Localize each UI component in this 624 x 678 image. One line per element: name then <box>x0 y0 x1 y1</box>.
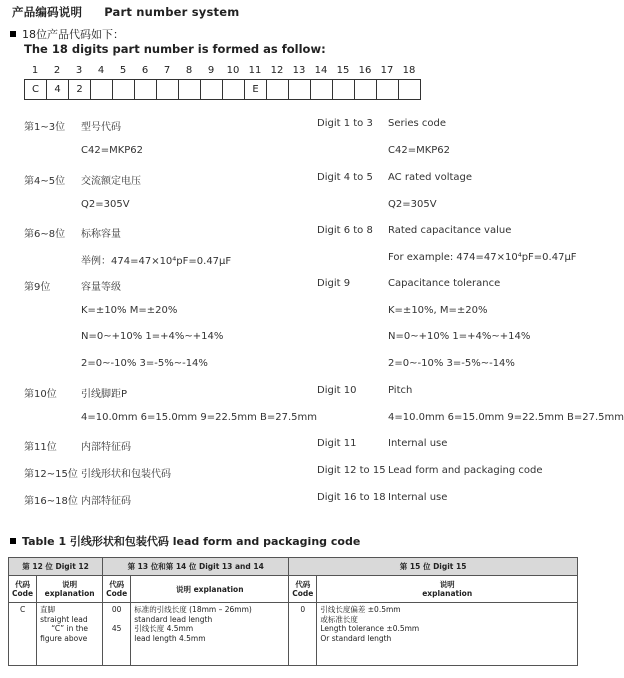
table1-heading: Table 1 引线形状和包装代码 lead form and packaging code <box>10 533 360 549</box>
row-cn-text: 标称容量 <box>81 229 121 240</box>
row-cn-text: 交流额定电压 <box>81 176 141 187</box>
digit-box-row <box>24 79 421 100</box>
digit-box <box>355 80 377 99</box>
digit-box <box>201 80 223 99</box>
digit-box <box>135 80 157 99</box>
row-en-text: Internal use <box>388 438 448 449</box>
digit-box: E <box>245 80 267 99</box>
row-en-label: Digit 1 to 3 <box>317 118 373 129</box>
row-en-label: Digit 11 <box>317 438 357 449</box>
row-cn-text: 内部特征码 <box>81 442 131 453</box>
digit-position-number: 6 <box>141 65 149 76</box>
digit-position-number: 15 <box>336 65 350 76</box>
row-cn-label: 第6~8位 <box>24 229 66 240</box>
row-cn-text: K=±10% M=±20% <box>81 304 178 316</box>
digit-position-number: 18 <box>402 65 416 76</box>
row-cn-text: 引线形状和包装代码 <box>81 469 171 480</box>
digit-box <box>377 80 399 99</box>
digit-box <box>399 80 420 99</box>
row-en-label: Digit 10 <box>317 385 357 396</box>
group-digit-15: 第 15 位 Digit 15 <box>289 558 578 576</box>
row-en-label: Digit 6 to 8 <box>317 225 373 236</box>
d12-explanation: 直脚 straight lead “C” in the figure above <box>37 603 103 666</box>
digit-box <box>267 80 289 99</box>
row-en-text: Internal use <box>388 492 448 503</box>
explanation-header: 说明 explanation <box>131 576 289 603</box>
row-cn-label: 第11位 <box>24 442 57 453</box>
digit-position-number: 16 <box>358 65 372 76</box>
row-en-text: Q2=305V <box>388 198 437 210</box>
row-cn-label: 第10位 <box>24 389 57 400</box>
row-cn-label: 第9位 <box>24 282 51 293</box>
digit-position-number: 17 <box>380 65 394 76</box>
group-digit-12: 第 12 位 Digit 12 <box>9 558 103 576</box>
digit-box <box>311 80 333 99</box>
row-en-text: N=0~+10% 1=+4%~+14% <box>388 331 531 342</box>
row-cn-label: 第16~18位 <box>24 496 78 507</box>
row-en-text: 4=10.0mm 6=15.0mm 9=22.5mm B=27.5mm <box>388 411 624 423</box>
page-title-en: Part number system <box>104 5 240 19</box>
code-header: 代码 Code <box>9 576 37 603</box>
row-cn-text: 容量等级 <box>81 282 121 293</box>
row-cn-text: 内部特征码 <box>81 496 131 507</box>
bullet-square-icon <box>10 538 16 544</box>
row-cn-text: 举例：474=47×10⁴pF=0.47μF <box>81 255 232 267</box>
digit-box <box>289 80 311 99</box>
digit-position-number: 5 <box>119 65 127 76</box>
row-en-label: Digit 9 <box>317 278 351 289</box>
row-cn-text: N=0~+10% 1=+4%~+14% <box>81 331 224 342</box>
row-cn-label: 第1~3位 <box>24 122 66 133</box>
digit-position-number: 8 <box>185 65 193 76</box>
row-en-text: Capacitance tolerance <box>388 278 501 289</box>
row-cn-text: 型号代码 <box>81 122 121 133</box>
digit-position-number: 3 <box>75 65 83 76</box>
intro-en: The 18 digits part number is formed as follow: <box>24 42 326 56</box>
row-en-text: For example: 474=47×10⁴pF=0.47μF <box>388 251 577 263</box>
page-title <box>12 4 239 20</box>
table1 <box>8 557 578 666</box>
row-en-text: Lead form and packaging code <box>388 465 543 476</box>
digit-position-number: 14 <box>314 65 328 76</box>
digit-box <box>157 80 179 99</box>
digit-box: C <box>25 80 47 99</box>
digit-box: 2 <box>69 80 91 99</box>
digit-box: 4 <box>47 80 69 99</box>
digit-position-number: 7 <box>163 65 171 76</box>
digit-position-number: 4 <box>97 65 105 76</box>
explanation-header: 说明 explanation <box>37 576 103 603</box>
digit-position-number: 1 <box>31 65 39 76</box>
d1314-code: 00 45 <box>103 603 131 666</box>
digit-position-number: 11 <box>248 65 262 76</box>
digit-position-number: 2 <box>53 65 61 76</box>
row-en-text: Rated capacitance value <box>388 225 512 236</box>
row-en-label: Digit 16 to 18 <box>317 492 386 503</box>
explanation-header: 说明 explanation <box>317 576 578 603</box>
row-cn-text: 引线脚距P <box>81 389 128 400</box>
code-header: 代码 Code <box>103 576 131 603</box>
digit-position-row <box>24 65 420 76</box>
row-en-text: 2=0~-10% 3=-5%~-14% <box>388 357 515 369</box>
digit-position-number: 12 <box>270 65 284 76</box>
group-digit-13-14: 第 13 位和第 14 位 Digit 13 and 14 <box>103 558 289 576</box>
row-cn-text: 4=10.0mm 6=15.0mm 9=22.5mm B=27.5mm <box>81 411 317 423</box>
digit-box <box>91 80 113 99</box>
row-cn-label: 第4~5位 <box>24 176 66 187</box>
row-cn-label: 第12~15位 <box>24 469 78 480</box>
intro-cn: 18位产品代码如下： <box>10 26 124 42</box>
digit-position-number: 10 <box>226 65 240 76</box>
row-en-text: Pitch <box>388 385 413 396</box>
d1314-explanation: 标准的引线长度 (18mm – 26mm) standard lead length 引线长度 4.5mm lead length 4.5mm <box>131 603 289 666</box>
digit-box <box>179 80 201 99</box>
row-en-label: Digit 12 to 15 <box>317 465 386 476</box>
d15-explanation: 引线长度偏差 ±0.5mm 或标准长度 Length tolerance ±0.5mm Or standard length <box>317 603 578 666</box>
digit-box <box>223 80 245 99</box>
d12-code: C <box>9 603 37 666</box>
row-cn-text: 2=0~-10% 3=-5%~-14% <box>81 357 208 369</box>
page-title-cn: 产品编码说明 <box>12 5 83 19</box>
digit-position-number: 13 <box>292 65 306 76</box>
row-en-text: AC rated voltage <box>388 172 473 183</box>
bullet-square-icon <box>10 31 16 37</box>
row-en-label: Digit 4 to 5 <box>317 172 373 183</box>
code-header: 代码 Code <box>289 576 317 603</box>
row-en-text: Series code <box>388 118 447 129</box>
digit-position-number: 9 <box>207 65 215 76</box>
digit-box <box>333 80 355 99</box>
row-cn-text: Q2=305V <box>81 198 130 210</box>
d15-code: 0 <box>289 603 317 666</box>
row-en-text: K=±10%, M=±20% <box>388 304 488 316</box>
row-en-text: C42=MKP62 <box>388 144 451 156</box>
row-cn-text: C42=MKP62 <box>81 144 144 156</box>
digit-box <box>113 80 135 99</box>
